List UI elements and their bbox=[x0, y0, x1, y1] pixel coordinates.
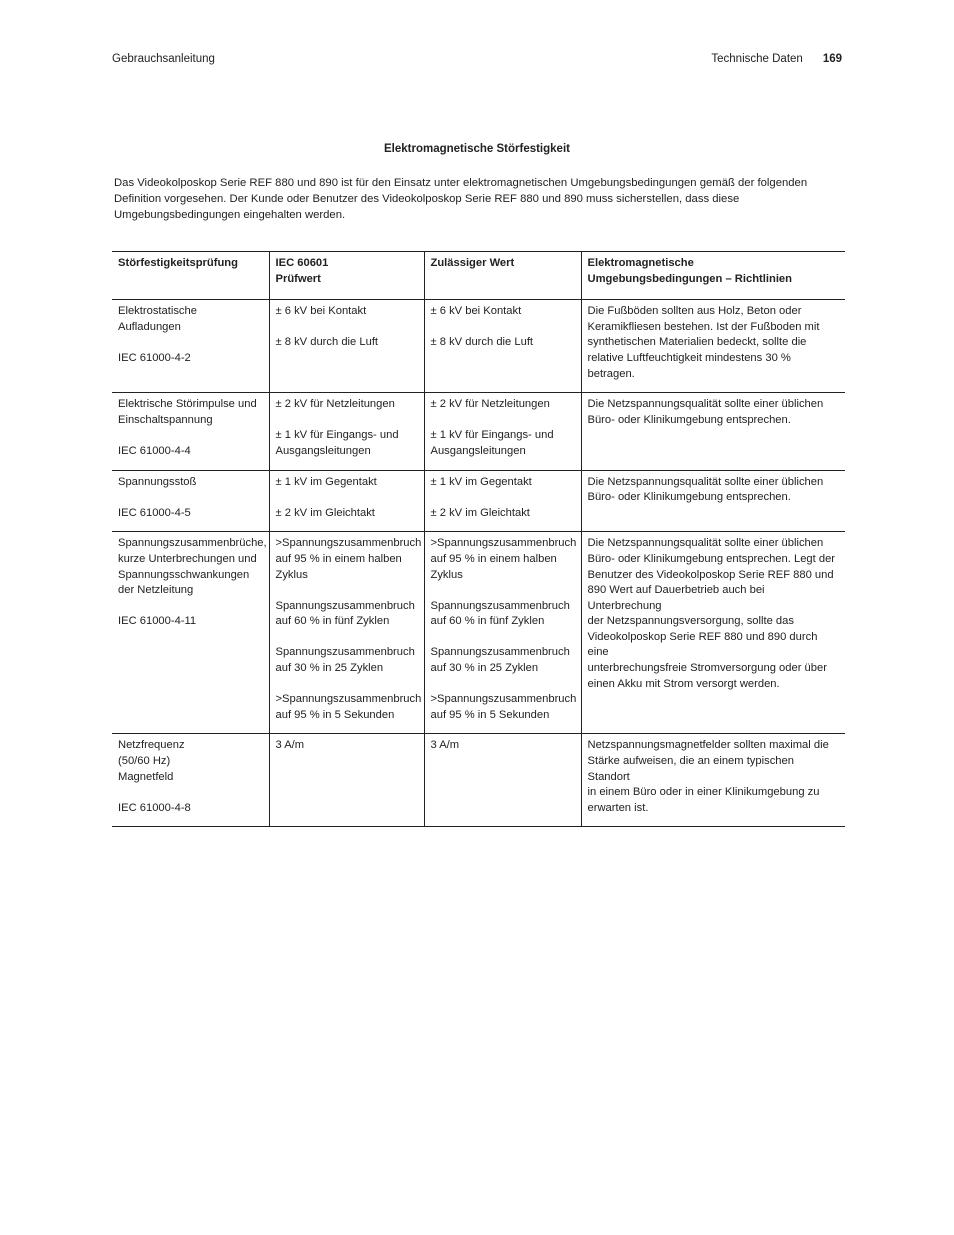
table-cell bbox=[581, 470, 845, 532]
cell-spacer bbox=[276, 677, 418, 693]
table-cell bbox=[581, 734, 845, 827]
cell-text-line: der Netzleitung bbox=[118, 584, 194, 597]
table-cell bbox=[112, 470, 269, 532]
cell-spacer bbox=[431, 413, 575, 429]
cell-text-line: Spannungszusammenbrüche, bbox=[118, 537, 267, 550]
cell-spacer bbox=[431, 583, 575, 599]
cell-text-line: ± 2 kV im Gleichtakt bbox=[430, 506, 530, 519]
table-header-row bbox=[112, 252, 845, 300]
cell-text-line: ± 2 kV für Netzleitungen bbox=[275, 398, 395, 411]
cell-text-line: Die Fußböden sollten aus Holz, Beton oder bbox=[587, 305, 802, 318]
cell-text-line: Störfestigkeitsprüfung bbox=[118, 257, 238, 269]
cell-text-line: >Spannungszusammenbruch bbox=[430, 537, 577, 550]
cell-text-line: auf 60 % in fünf Zyklen bbox=[430, 615, 545, 628]
cell-text-line: Ausgangsleitungen bbox=[430, 444, 526, 457]
cell-spacer bbox=[276, 630, 418, 646]
cell-text-line: Einschaltspannung bbox=[118, 413, 213, 426]
table-row bbox=[112, 532, 845, 734]
table-cell bbox=[581, 300, 845, 393]
cell-text-line: Elektrostatische bbox=[118, 305, 197, 318]
table-row bbox=[112, 734, 845, 827]
cell-text-line: erwarten ist. bbox=[587, 801, 649, 814]
cell-text-line: auf 30 % in 25 Zyklen bbox=[275, 662, 384, 675]
header-cell bbox=[581, 252, 845, 300]
cell-text-line: Netzfrequenz bbox=[118, 739, 185, 752]
cell-text-line: (50/60 Hz) bbox=[118, 755, 171, 768]
table-row bbox=[112, 393, 845, 470]
cell-spacer bbox=[276, 583, 418, 599]
cell-text-line: IEC 61000-4-5 bbox=[118, 506, 191, 519]
cell-text-line: Zyklus bbox=[275, 568, 308, 581]
cell-text-line: >Spannungszusammenbruch bbox=[275, 537, 422, 550]
header-cell bbox=[269, 252, 424, 300]
page-number: 169 bbox=[822, 53, 842, 65]
cell-spacer bbox=[431, 320, 575, 336]
table-cell bbox=[424, 734, 581, 827]
cell-text-line: ± 2 kV im Gleichtakt bbox=[275, 506, 375, 519]
table-cell bbox=[424, 470, 581, 532]
cell-text-line: 3 A/m bbox=[275, 739, 305, 752]
cell-text-line: unterbrechungsfreie Stromversorgung oder über bbox=[587, 662, 827, 675]
cell-text-line: Spannungszusammenbruch bbox=[275, 599, 415, 612]
cell-text-line: Spannungszusammenbruch bbox=[430, 646, 570, 659]
cell-text-line: 3 A/m bbox=[430, 739, 460, 752]
cell-text-line: ± 1 kV im Gegentakt bbox=[275, 475, 377, 488]
cell-text-line: auf 95 % in einem halben bbox=[275, 552, 402, 565]
table-cell bbox=[581, 393, 845, 470]
cell-text-line: >Spannungszusammenbruch bbox=[275, 693, 422, 706]
cell-text-line: auf 60 % in fünf Zyklen bbox=[275, 615, 390, 628]
cell-text-line: Keramikfliesen bestehen. Ist der Fußboden mit bbox=[587, 320, 820, 333]
cell-text-line: relative Luftfeuchtigkeit mindestens 30 % bbox=[587, 351, 791, 364]
table-cell bbox=[581, 532, 845, 734]
cell-text-line: Spannungszusammenbruch bbox=[275, 646, 415, 659]
table-cell bbox=[424, 393, 581, 470]
cell-spacer bbox=[431, 630, 575, 646]
cell-text-line: IEC 61000-4-11 bbox=[118, 615, 197, 628]
cell-spacer bbox=[431, 490, 575, 506]
cell-text-line: ± 8 kV durch die Luft bbox=[430, 336, 534, 349]
cell-text-line: kurze Unterbrechungen und bbox=[118, 552, 257, 565]
cell-text-line: Büro- oder Klinikumgebung entsprechen. bbox=[587, 491, 791, 504]
table-cell bbox=[112, 300, 269, 393]
running-header-left: Gebrauchsanleitung bbox=[112, 53, 215, 65]
table-cell bbox=[269, 532, 424, 734]
cell-text-line: Spannungsschwankungen bbox=[118, 568, 250, 581]
cell-text-line: auf 30 % in 25 Zyklen bbox=[430, 662, 539, 675]
cell-text-line: auf 95 % in 5 Sekunden bbox=[430, 708, 550, 721]
table-cell bbox=[269, 300, 424, 393]
cell-spacer bbox=[118, 335, 263, 351]
cell-text-line: Zyklus bbox=[430, 568, 463, 581]
cell-text-line: Spannungszusammenbruch bbox=[430, 599, 570, 612]
table-cell bbox=[424, 532, 581, 734]
cell-text-line: Benutzer des Videokolposkop Serie REF 880 und bbox=[587, 568, 834, 581]
table-cell bbox=[269, 470, 424, 532]
cell-spacer bbox=[118, 490, 263, 506]
cell-text-line: auf 95 % in einem halben bbox=[430, 552, 557, 565]
cell-text-line: Videokolposkop Serie REF 880 und 890 durch eine bbox=[587, 630, 818, 659]
cell-text-line: Elektrische Störimpulse und bbox=[118, 398, 257, 411]
cell-text-line: ± 6 kV bei Kontakt bbox=[275, 305, 367, 318]
table-cell bbox=[424, 300, 581, 393]
cell-spacer bbox=[118, 785, 263, 801]
cell-text-line: Büro- oder Klinikumgebung entsprechen. Legt der bbox=[587, 552, 836, 565]
immunity-table bbox=[112, 251, 845, 827]
running-header-right bbox=[711, 53, 842, 65]
cell-text-line: Magnetfeld bbox=[118, 770, 174, 783]
cell-text-line: ± 8 kV durch die Luft bbox=[275, 336, 379, 349]
cell-text-line: 890 Wert auf Dauerbetrieb auch bei Unterbrechung bbox=[587, 584, 765, 612]
cell-text-line: IEC 60601 bbox=[275, 257, 329, 269]
cell-text-line: Elektromagnetische bbox=[587, 257, 694, 269]
header-cell bbox=[424, 252, 581, 300]
cell-text-line: Zulässiger Wert bbox=[430, 257, 515, 269]
cell-text-line: der Netzspannungsversorgung, sollte das bbox=[587, 615, 794, 628]
cell-text-line: Stärke aufweisen, die an einem typischen Standort bbox=[587, 755, 794, 783]
cell-text-line: Aufladungen bbox=[118, 320, 181, 333]
cell-text-line: in einem Büro oder in einer Klinikumgebung zu bbox=[587, 786, 820, 799]
table-row bbox=[112, 300, 845, 393]
cell-spacer bbox=[276, 320, 418, 336]
cell-text-line: IEC 61000-4-2 bbox=[118, 351, 191, 364]
cell-spacer bbox=[276, 490, 418, 506]
cell-text-line: Prüfwert bbox=[275, 272, 321, 285]
cell-text-line: Büro- oder Klinikumgebung entsprechen. bbox=[587, 413, 791, 426]
cell-text-line: Die Netzspannungsqualität sollte einer üblichen bbox=[587, 398, 824, 411]
section-name: Technische Daten bbox=[711, 53, 803, 65]
header-cell bbox=[112, 252, 269, 300]
cell-text-line: Umgebungsbedingungen – Richtlinien bbox=[587, 272, 792, 285]
cell-text-line: ± 1 kV für Eingangs- und bbox=[275, 429, 399, 442]
intro-paragraph: Das Videokolposkop Serie REF 880 und 890 ist für den Einsatz unter elektromagnetischen Umgebungsbedingungen gemäß der folgenden Definition vorgesehen. Der Kunde oder Benutzer des Videokolposkop Serie REF 880 und 890 muss sicherstellen, dass diese Umgebungsbedingungen eingehalten werden. bbox=[114, 177, 808, 221]
cell-text-line: ± 1 kV für Eingangs- und bbox=[430, 429, 554, 442]
cell-text-line: IEC 61000-4-4 bbox=[118, 444, 191, 457]
table-cell bbox=[112, 532, 269, 734]
table-cell bbox=[112, 393, 269, 470]
cell-text-line: betragen. bbox=[587, 367, 635, 380]
cell-text-line: Ausgangsleitungen bbox=[275, 444, 371, 457]
cell-text-line: Die Netzspannungsqualität sollte einer üblichen bbox=[587, 537, 824, 550]
document-title: Elektromagnetische Störfestigkeit bbox=[384, 143, 570, 155]
cell-text-line: einen Akku mit Strom versorgt werden. bbox=[587, 677, 780, 690]
cell-text-line: >Spannungszusammenbruch bbox=[430, 693, 577, 706]
cell-text-line: ± 2 kV für Netzleitungen bbox=[430, 398, 550, 411]
cell-text-line: ± 1 kV im Gegentakt bbox=[430, 475, 532, 488]
cell-text-line: Die Netzspannungsqualität sollte einer üblichen bbox=[587, 475, 824, 488]
table-cell bbox=[269, 393, 424, 470]
table-cell bbox=[112, 734, 269, 827]
cell-text-line: ± 6 kV bei Kontakt bbox=[430, 305, 522, 318]
cell-text-line: auf 95 % in 5 Sekunden bbox=[275, 708, 395, 721]
table-cell bbox=[269, 734, 424, 827]
cell-text-line: IEC 61000-4-8 bbox=[118, 801, 191, 814]
cell-text-line: Netzspannungsmagnetfelder sollten maximal die bbox=[587, 739, 829, 752]
cell-text-line: synthetischen Materialien bedeckt, sollte die bbox=[587, 336, 807, 349]
cell-spacer bbox=[276, 413, 418, 429]
cell-spacer bbox=[431, 677, 575, 693]
cell-text-line: Spannungsstoß bbox=[118, 475, 197, 488]
cell-spacer bbox=[118, 599, 263, 615]
cell-spacer bbox=[118, 428, 263, 444]
table-row bbox=[112, 470, 845, 532]
